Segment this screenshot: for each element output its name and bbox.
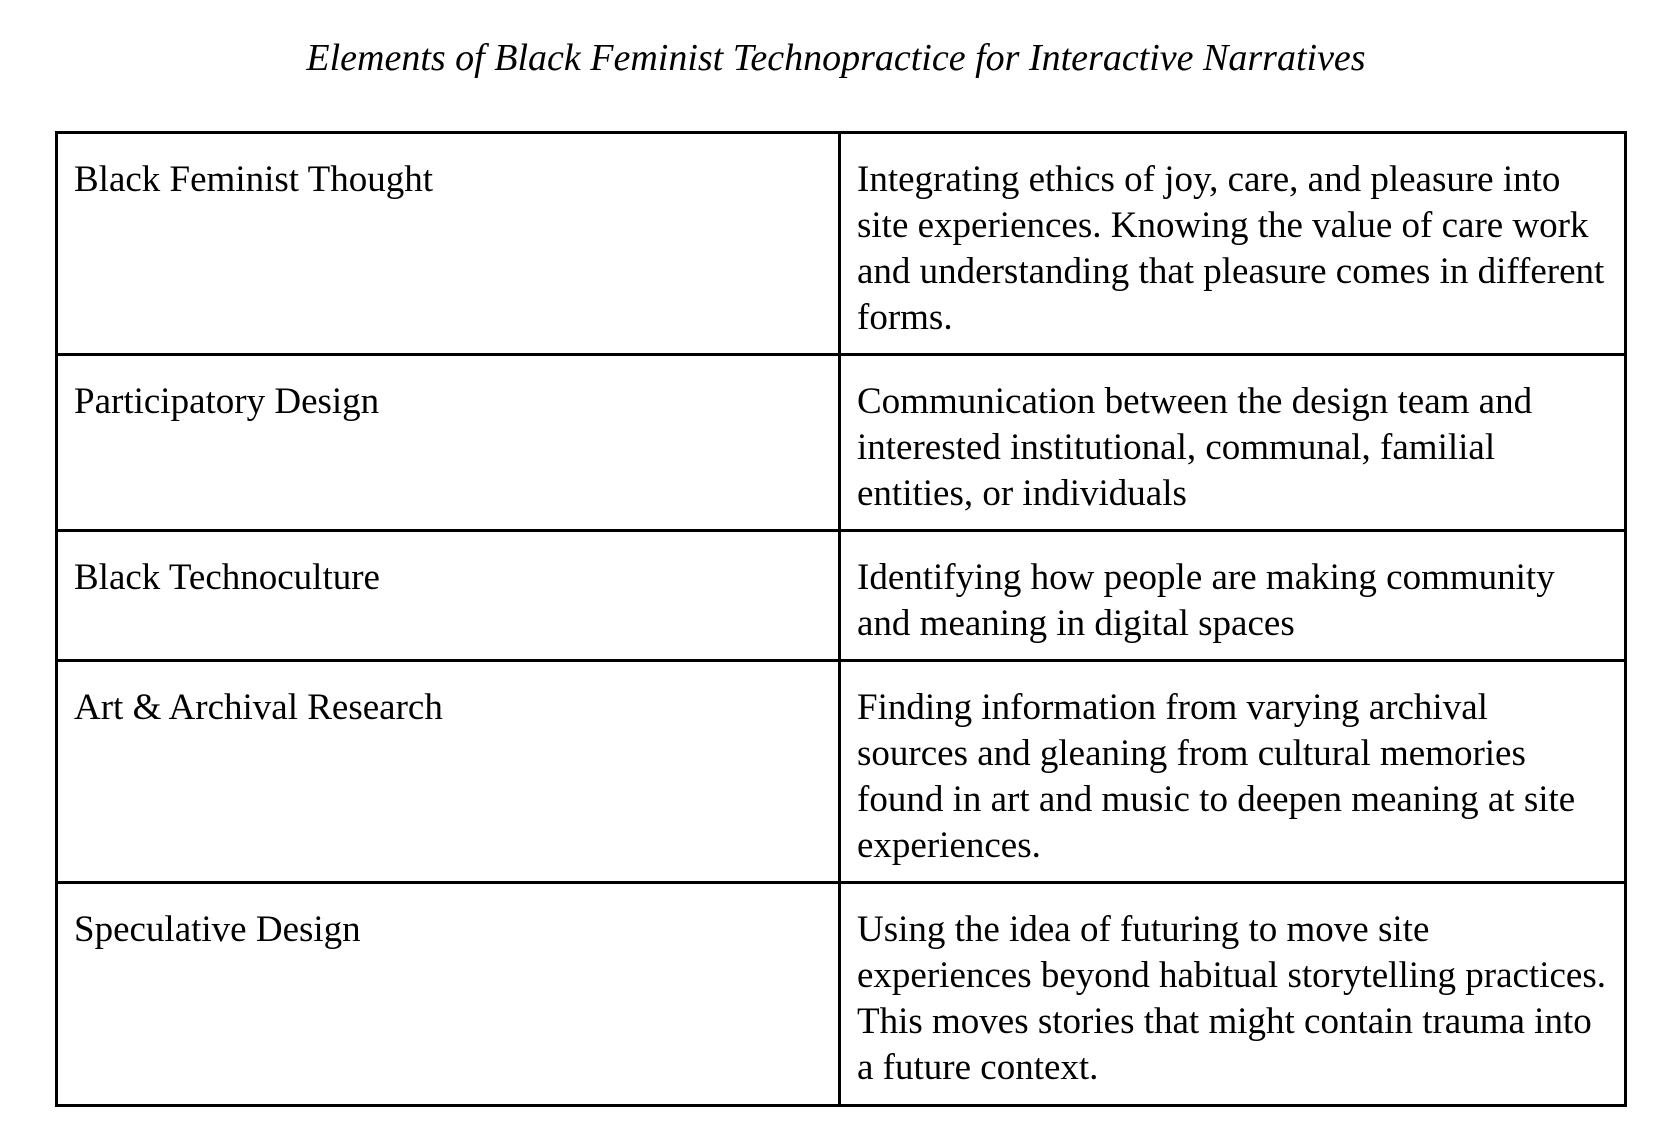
table-row [57,133,1626,355]
description-cell: Communication between the design team and interested institutional, communal, familial entities, or individuals [840,355,1626,531]
table-title: Elements of Black Feminist Technopractice for Interactive Narratives [306,37,1366,79]
table-row [57,531,1626,661]
table-row [57,883,1626,1106]
term-cell: Art & Archival Research [57,661,840,883]
description-cell: Finding information from varying archival sources and gleaning from cultural memories found in art and music to deepen meaning at site experiences. [840,661,1626,883]
term-cell: Black Feminist Thought [57,133,840,355]
term-cell: Participatory Design [57,355,840,531]
table-row [57,661,1626,883]
term-cell: Black Technoculture [57,531,840,661]
term-cell: Speculative Design [57,883,840,1106]
table-row [57,355,1626,531]
elements-table [55,131,1627,1107]
description-cell: Integrating ethics of joy, care, and pleasure into site experiences. Knowing the value of care work and understanding that pleasure comes in different forms. [840,133,1626,355]
description-cell: Identifying how people are making community and meaning in digital spaces [840,531,1626,661]
description-cell: Using the idea of futuring to move site experiences beyond habitual storytelling practices. This moves stories that might contain trauma into a future context. [840,883,1626,1106]
